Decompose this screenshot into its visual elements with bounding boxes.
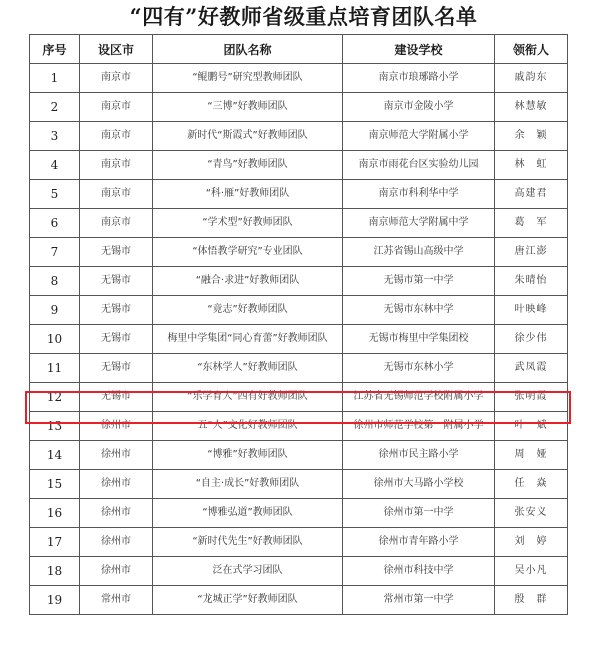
cell-team-name: “三博”好教师团队 [153, 93, 343, 122]
cell-city: 徐州市 [80, 528, 153, 557]
cell-seq: 12 [30, 383, 80, 412]
table-row [30, 151, 568, 180]
table-row [30, 354, 568, 383]
cell-school: 南京市科利华中学 [343, 180, 495, 209]
cell-seq: 5 [30, 180, 80, 209]
table-row [30, 325, 568, 354]
cell-team-name: “竟志”好教师团队 [153, 296, 343, 325]
cell-team-name: “东林学人”好教师团队 [153, 354, 343, 383]
table-row [30, 586, 568, 615]
cell-school: 江苏省锡山高级中学 [343, 238, 495, 267]
table-row [30, 180, 568, 209]
cell-city: 徐州市 [80, 470, 153, 499]
cell-team-name: 梅里中学集团“同心育蕾”好教师团队 [153, 325, 343, 354]
cell-leader: 唐江澎 [495, 238, 568, 267]
cell-school: 徐州市第一中学 [343, 499, 495, 528]
cell-city: 南京市 [80, 209, 153, 238]
cell-seq: 6 [30, 209, 80, 238]
cell-seq: 10 [30, 325, 80, 354]
table-row [30, 267, 568, 296]
cell-school: 无锡市东林小学 [343, 354, 495, 383]
cell-seq: 14 [30, 441, 80, 470]
cell-school: 无锡市东林中学 [343, 296, 495, 325]
cell-city: 徐州市 [80, 412, 153, 441]
cell-team-name: 新时代“斯霞式”好教师团队 [153, 122, 343, 151]
cell-leader: 叶映峰 [495, 296, 568, 325]
cell-city: 南京市 [80, 151, 153, 180]
header-city: 设区市 [80, 35, 153, 64]
cell-seq: 4 [30, 151, 80, 180]
cell-seq: 15 [30, 470, 80, 499]
cell-team-name: “学术型”好教师团队 [153, 209, 343, 238]
cell-seq: 17 [30, 528, 80, 557]
table-row [30, 238, 568, 267]
cell-leader: 武凤霞 [495, 354, 568, 383]
cell-seq: 16 [30, 499, 80, 528]
cell-leader: 殷 群 [495, 586, 568, 615]
cell-school: 徐州市民主路小学 [343, 441, 495, 470]
table-row [30, 64, 568, 93]
cell-seq: 8 [30, 267, 80, 296]
cell-team-name: “乐学育人”四有好教师团队 [153, 383, 343, 412]
table-row [30, 122, 568, 151]
cell-city: 常州市 [80, 586, 153, 615]
cell-leader: 葛 军 [495, 209, 568, 238]
table-row [30, 296, 568, 325]
cell-school: 南京师范大学附属中学 [343, 209, 495, 238]
cell-city: 南京市 [80, 180, 153, 209]
header-leader: 领衔人 [495, 35, 568, 64]
cell-city: 无锡市 [80, 238, 153, 267]
cell-school: 无锡市梅里中学集团校 [343, 325, 495, 354]
table-row [30, 470, 568, 499]
cell-seq: 9 [30, 296, 80, 325]
cell-school: 南京市琅琊路小学 [343, 64, 495, 93]
cell-seq: 2 [30, 93, 80, 122]
table-row [30, 93, 568, 122]
cell-city: 徐州市 [80, 557, 153, 586]
cell-team-name: “青鸟”好教师团队 [153, 151, 343, 180]
cell-leader: 徐少伟 [495, 325, 568, 354]
cell-team-name: “体悟教学研究”专业团队 [153, 238, 343, 267]
cell-team-name: “自主·成长”好教师团队 [153, 470, 343, 499]
cell-school: 南京师范大学附属小学 [343, 122, 495, 151]
table-row [30, 557, 568, 586]
cell-leader: 周 娅 [495, 441, 568, 470]
table-row [30, 499, 568, 528]
cell-team-name: “龙城正学”好教师团队 [153, 586, 343, 615]
cell-seq: 7 [30, 238, 80, 267]
cell-school: 徐州市大马路小学校 [343, 470, 495, 499]
cell-city: 徐州市 [80, 499, 153, 528]
cell-team-name: 五“人”文化好教师团队 [153, 412, 343, 441]
cell-city: 南京市 [80, 64, 153, 93]
cell-leader: 戚韵东 [495, 64, 568, 93]
table-row [30, 441, 568, 470]
cell-leader: 张安义 [495, 499, 568, 528]
cell-school: 常州市第一中学 [343, 586, 495, 615]
cell-city: 徐州市 [80, 441, 153, 470]
cell-seq: 19 [30, 586, 80, 615]
cell-team-name: 泛在式学习团队 [153, 557, 343, 586]
cell-city: 南京市 [80, 93, 153, 122]
header-team-name: 团队名称 [153, 35, 343, 64]
cell-team-name: “科·雁”好教师团队 [153, 180, 343, 209]
cell-team-name: “融合·求进”好教师团队 [153, 267, 343, 296]
table-row [30, 209, 568, 238]
cell-city: 无锡市 [80, 354, 153, 383]
header-seq: 序号 [30, 35, 80, 64]
cell-leader: 刘 婷 [495, 528, 568, 557]
table-row [30, 528, 568, 557]
table-row [30, 412, 568, 441]
cell-leader: 高建君 [495, 180, 568, 209]
table-row [30, 383, 568, 412]
cell-seq: 18 [30, 557, 80, 586]
cell-school: 徐州市师范学校第一附属小学 [343, 412, 495, 441]
cell-city: 无锡市 [80, 325, 153, 354]
cell-team-name: “博雅弘道”教师团队 [153, 499, 343, 528]
cell-leader: 张明霞 [495, 383, 568, 412]
cell-leader: 余 颖 [495, 122, 568, 151]
cell-team-name: “鲲鹏号”研究型教师团队 [153, 64, 343, 93]
cell-leader: 林慧敏 [495, 93, 568, 122]
cell-leader: 朱晴怡 [495, 267, 568, 296]
cell-city: 南京市 [80, 122, 153, 151]
cell-seq: 11 [30, 354, 80, 383]
cell-leader: 任 焱 [495, 470, 568, 499]
cell-city: 无锡市 [80, 267, 153, 296]
team-list-table [29, 34, 568, 615]
cell-school: 南京市金陵小学 [343, 93, 495, 122]
cell-seq: 13 [30, 412, 80, 441]
cell-school: 南京市雨花台区实验幼儿园 [343, 151, 495, 180]
cell-school: 无锡市第一中学 [343, 267, 495, 296]
cell-leader: 叶 斌 [495, 412, 568, 441]
table-body [30, 64, 568, 615]
cell-school: 江苏省无锡师范学校附属小学 [343, 383, 495, 412]
cell-seq: 1 [30, 64, 80, 93]
cell-city: 无锡市 [80, 296, 153, 325]
cell-team-name: “博雅”好教师团队 [153, 441, 343, 470]
header-school: 建设学校 [343, 35, 495, 64]
cell-leader: 林 虹 [495, 151, 568, 180]
cell-school: 徐州市青年路小学 [343, 528, 495, 557]
document-title: “四有”好教师省级重点培育团队名单 [129, 4, 478, 29]
cell-city: 无锡市 [80, 383, 153, 412]
cell-leader: 吴小凡 [495, 557, 568, 586]
cell-school: 徐州市科技中学 [343, 557, 495, 586]
table-header-row [30, 35, 568, 64]
cell-team-name: “新时代先生”好教师团队 [153, 528, 343, 557]
cell-seq: 3 [30, 122, 80, 151]
